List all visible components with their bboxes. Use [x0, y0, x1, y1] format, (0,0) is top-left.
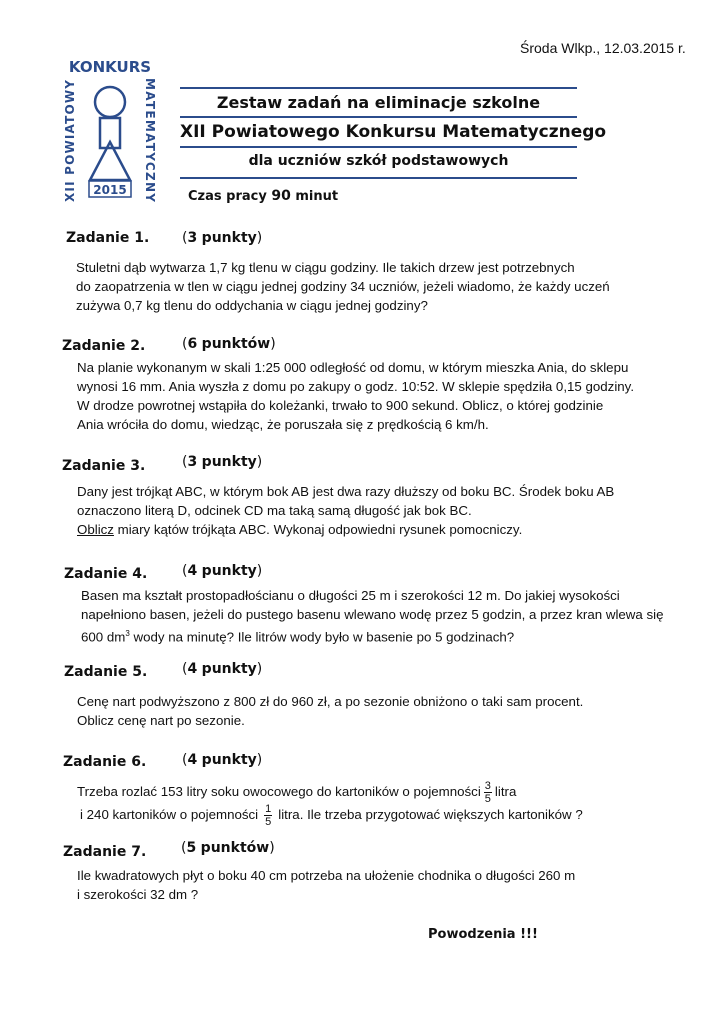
header-rule-1	[180, 87, 577, 89]
task-6-title: Zadanie 6.	[63, 754, 147, 770]
task-5-points: (4 punkty)	[182, 661, 263, 677]
task-2-title: Zadanie 2.	[62, 338, 146, 354]
header-rule-3	[180, 146, 577, 148]
task-4-points: (4 punkty)	[182, 563, 263, 579]
logo-left-text: XII POWIATOWY	[63, 80, 77, 202]
header-line-1: Zestaw zadań na eliminacje szkolne	[216, 93, 541, 112]
work-time: Czas pracy 90 minut	[188, 188, 339, 204]
task-4-body: Basen ma kształt prostopadłościanu o długości 25 m i szerokości 12 m. Do jakiej wysokości napełniono basen, jeżeli do pustego basenu wlewano wodę przez 5 godzin, a przez kran wlewa się 600 $dm^3$ wody na minutę? Ile litrów wody było w basenie po 5 godzinach?	[81, 588, 664, 645]
task-2-points: (6 punktów)	[182, 336, 276, 352]
logo-year: 2015	[93, 183, 127, 197]
task-6-line-2: i 240 kartoników o pojemności $\frac{1}{5}$ litra. Ile trzeba przygotować większych kartoników ?	[80, 803, 583, 828]
task-5-title: Zadanie 5.	[64, 664, 148, 680]
task-3-points: (3 punkty)	[182, 454, 263, 470]
task-3-title: Zadanie 3.	[62, 458, 146, 474]
task-1-points: (3 punkty)	[182, 230, 263, 246]
task-1-body: Stuletni dąb wytwarza 1,7 kg tlenu w ciągu godziny. Ile takich drzew jest potrzebnych do zaopatrzenia w tlen w ciągu jednej godziny 34 uczniów, jeżeli wiadomo, że każdy uczeń zużywa 0,7 kg tlenu do oddychania w ciągu jednej godziny?	[76, 260, 610, 313]
closing-wish: Powodzenia !!!	[428, 927, 538, 942]
logo-top-text: KONKURS	[68, 58, 152, 76]
header-rule-4	[180, 177, 577, 179]
task-2-body: Na planie wykonanym w skali 1:25 000 odległość od domu, w którym mieszka Ania, do sklepu wynosi 16 mm. Ania wyszła z domu po zakupy o godz. 10:52. W sklepie spędziła 0,15 godziny. W drodze powrotnej wstąpiła do koleżanki, trwało to 900 sekund. Oblicz, o której godzinie Ania wróciła do domu, wiedząc, że poruszała się z prędkością 6 km/h.	[77, 360, 635, 432]
task-6-line-1: Trzeba rozlać 153 litry soku owocowego do kartoników o pojemności $\frac{3}{5}$ litra	[77, 780, 517, 805]
logo-circle	[95, 87, 125, 117]
header-rule-2	[180, 116, 577, 118]
fraction-3-5: $\frac{3}{5}$	[484, 780, 491, 805]
task-1-title: Zadanie 1.	[66, 230, 150, 246]
document-date: Środa Wlkp., 12.03.2015 r.	[520, 40, 686, 56]
task-7-title: Zadanie 7.	[63, 844, 147, 860]
logo-right-text: MATEMATYCZNY	[143, 78, 157, 202]
header-line-3: dla uczniów szkół podstawowych	[248, 153, 509, 169]
task-6-points: (4 punkty)	[182, 752, 263, 768]
task-4-title: Zadanie 4.	[64, 566, 148, 582]
task-7-body: Ile kwadratowych płyt o boku 40 cm potrzeba na ułożenie chodnika o długości 260 m i szerokości 32 dm ?	[77, 868, 576, 902]
task-3-body: Dany jest trójkąt ABC, w którym bok AB jest dwa razy dłuższy od boku BC. Środek boku AB oznaczono literą D, odcinek CD ma taką samą długość jak bok BC. Oblicz miary kątów trójkąta ABC. Wykonaj odpowiedni rysunek pomocniczy.	[77, 484, 615, 537]
task-7-points: (5 punktów)	[181, 840, 275, 856]
task-5-body: Cenę nart podwyższono z 800 zł do 960 zł, a po sezonie obniżono o taki sam procent. Oblicz cenę nart po sezonie.	[77, 694, 584, 728]
contest-logo	[60, 56, 160, 208]
fraction-1-5: $\frac{1}{5}$	[265, 803, 272, 828]
header-line-2: XII Powiatowego Konkursu Matematycznego	[180, 122, 607, 142]
